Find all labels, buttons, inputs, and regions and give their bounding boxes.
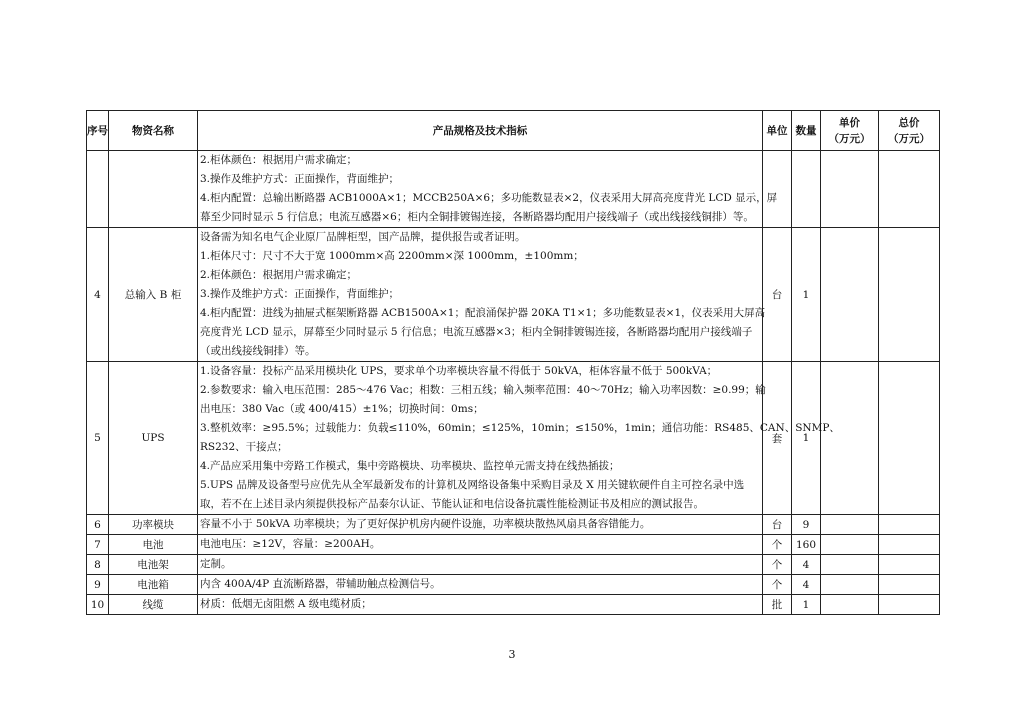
table-row <box>87 575 940 595</box>
row-total-price <box>879 362 940 515</box>
spec-line: 取，若不在上述目录内须提供投标产品泰尔认证、节能认证和电信设备抗震性能检测证书及相应的测试报告。 <box>200 498 704 510</box>
row-unit: 台 <box>763 228 792 362</box>
spec-line: RS232、干接点； <box>200 441 288 453</box>
row-unit: 批 <box>763 595 792 615</box>
row-name: 电池箱 <box>109 575 198 595</box>
row-no: 4 <box>87 228 109 362</box>
table-row <box>87 535 940 555</box>
row-unit: 个 <box>763 555 792 575</box>
spec-line: 电池电压：≥12V，容量：≥200AH。 <box>200 538 381 550</box>
header-total-price <box>879 111 940 151</box>
row-unit-price <box>821 362 879 515</box>
row-unit-price <box>821 535 879 555</box>
row-unit: 个 <box>763 575 792 595</box>
spec-line: 材质：低烟无卤阻燃 A 级电缆材质； <box>200 598 372 610</box>
spec-line: 定制。 <box>200 558 232 570</box>
row-unit-price <box>821 151 879 228</box>
row-total-price <box>879 515 940 535</box>
row-name: 电池架 <box>109 555 198 575</box>
row-spec <box>198 535 763 555</box>
row-name: 线缆 <box>109 595 198 615</box>
spec-line: 设备需为知名电气企业原厂品牌柜型，国产品牌，提供报告或者证明。 <box>200 231 526 243</box>
header-total-price-unit: （万元） <box>888 132 930 145</box>
header-unit-price-label: 单价 <box>839 116 860 129</box>
header-unit-price <box>821 111 879 151</box>
table-row <box>87 228 940 362</box>
row-unit-price <box>821 575 879 595</box>
row-name: 总输入 B 柜 <box>109 228 198 362</box>
row-name: 电池 <box>109 535 198 555</box>
row-name <box>109 151 198 228</box>
row-total-price <box>879 595 940 615</box>
row-no <box>87 151 109 228</box>
row-spec <box>198 595 763 615</box>
header-name: 物资名称 <box>109 111 198 151</box>
spec-line: 2.参数要求：输入电压范围：285～476 Vac；相数：三相五线；输入频率范围：40～70Hz；输入功率因数：≥0.99；输 <box>200 384 766 396</box>
row-no: 6 <box>87 515 109 535</box>
row-qty: 4 <box>792 575 821 595</box>
spec-line: 亮度背光 LCD 显示，屏幕至少同时显示 5 行信息；电流互感器×3；柜内全铜排镀锡连接，各断路器均配用户接线端子 <box>200 326 753 338</box>
row-no: 5 <box>87 362 109 515</box>
row-qty: 1 <box>792 228 821 362</box>
table-body <box>87 151 940 615</box>
spec-line: 内含 400A/4P 直流断路器，带辅助触点检测信号。 <box>200 578 441 590</box>
row-qty: 9 <box>792 515 821 535</box>
row-no: 7 <box>87 535 109 555</box>
spec-line: 5.UPS 品牌及设备型号应优先从全军最新发布的计算机及网络设备集中采购目录及 X 用关键软硬件自主可控名录中选 <box>200 479 745 491</box>
row-unit-price <box>821 555 879 575</box>
row-total-price <box>879 555 940 575</box>
row-name: UPS <box>109 362 198 515</box>
row-spec <box>198 228 766 362</box>
spec-line: 2.柜体颜色：根据用户需求确定； <box>200 269 358 281</box>
table-header-row <box>87 111 940 151</box>
row-qty: 4 <box>792 555 821 575</box>
spec-line: 容量不小于 50kVA 功率模块；为了更好保护机房内硬件设施，功率模块散热风扇具备容错能力。 <box>200 518 651 530</box>
spec-line: 3.操作及维护方式：正面操作，背面维护； <box>200 288 400 300</box>
spec-line: 3.操作及维护方式：正面操作，背面维护； <box>200 173 400 185</box>
row-total-price <box>879 151 940 228</box>
row-spec <box>198 555 763 575</box>
row-name: 功率模块 <box>109 515 198 535</box>
spec-line: 幕至少同时显示 5 行信息；电流互感器×6；柜内全铜排镀锡连接，各断路器均配用户接线端子（或出线接线铜排）等。 <box>200 211 754 223</box>
spec-line: 4.产品应采用集中旁路工作模式，集中旁路模块、功率模块、监控单元需支持在线热插拔； <box>200 460 620 472</box>
row-qty <box>792 151 821 228</box>
table-row <box>87 515 940 535</box>
header-qty: 数量 <box>792 111 821 151</box>
spec-line: （或出线接线铜排）等。 <box>200 345 316 357</box>
table-row <box>87 555 940 575</box>
row-unit: 套 <box>763 362 792 515</box>
row-unit-price <box>821 515 879 535</box>
row-no: 8 <box>87 555 109 575</box>
header-total-price-label: 总价 <box>898 116 920 129</box>
row-no: 9 <box>87 575 109 595</box>
row-total-price <box>879 535 940 555</box>
row-qty: 1 <box>792 595 821 615</box>
spec-line: 出电压：380 Vac（或 400/415）±1%；切换时间：0ms； <box>200 403 484 415</box>
row-qty: 1 <box>792 362 821 515</box>
table-row <box>87 595 940 615</box>
table-row <box>87 151 940 228</box>
spec-line: 3.整机效率：≥95.5%；过载能力：负载≤110%，60min；≤125%，10min；≤150%，1min；通信功能：RS485、CAN、SNMP、 <box>200 422 840 434</box>
header-unit: 单位 <box>763 111 792 151</box>
row-unit <box>763 151 792 228</box>
row-spec <box>198 575 763 595</box>
header-unit-price-unit: （万元） <box>828 132 871 145</box>
header-no: 序号 <box>87 111 109 151</box>
spec-line: 4.柜内配置：总输出断路器 ACB1000A×1；MCCB250A×6；多功能数显表×2，仪表采用大屏高亮度背光 LCD 显示，屏 <box>200 192 778 204</box>
row-spec <box>198 151 778 228</box>
row-unit: 台 <box>763 515 792 535</box>
row-spec <box>198 362 840 515</box>
spec-line: 1.柜体尺寸：尺寸不大于宽 1000mm×高 2200mm×深 1000mm，±100mm； <box>200 250 584 262</box>
row-spec <box>198 515 763 535</box>
spec-table <box>86 110 940 615</box>
spec-line: 2.柜体颜色：根据用户需求确定； <box>200 154 358 166</box>
page-number: 3 <box>508 648 516 661</box>
spec-line: 1.设备容量：投标产品采用模块化 UPS，要求单个功率模块容量不得低于 50kVA，柜体容量不低于 500kVA； <box>200 365 718 377</box>
table-row <box>87 362 940 515</box>
row-unit-price <box>821 228 879 362</box>
row-unit-price <box>821 595 879 615</box>
spec-line: 4.柜内配置：进线为抽屉式框架断路器 ACB1500A×1；配浪涌保护器 20KA T1×1；多功能数显表×1，仪表采用大屏高 <box>200 307 766 319</box>
row-no: 10 <box>87 595 109 615</box>
row-qty: 160 <box>792 535 821 555</box>
row-unit: 个 <box>763 535 792 555</box>
row-total-price <box>879 228 940 362</box>
row-total-price <box>879 575 940 595</box>
header-spec: 产品规格及技术指标 <box>198 111 763 151</box>
